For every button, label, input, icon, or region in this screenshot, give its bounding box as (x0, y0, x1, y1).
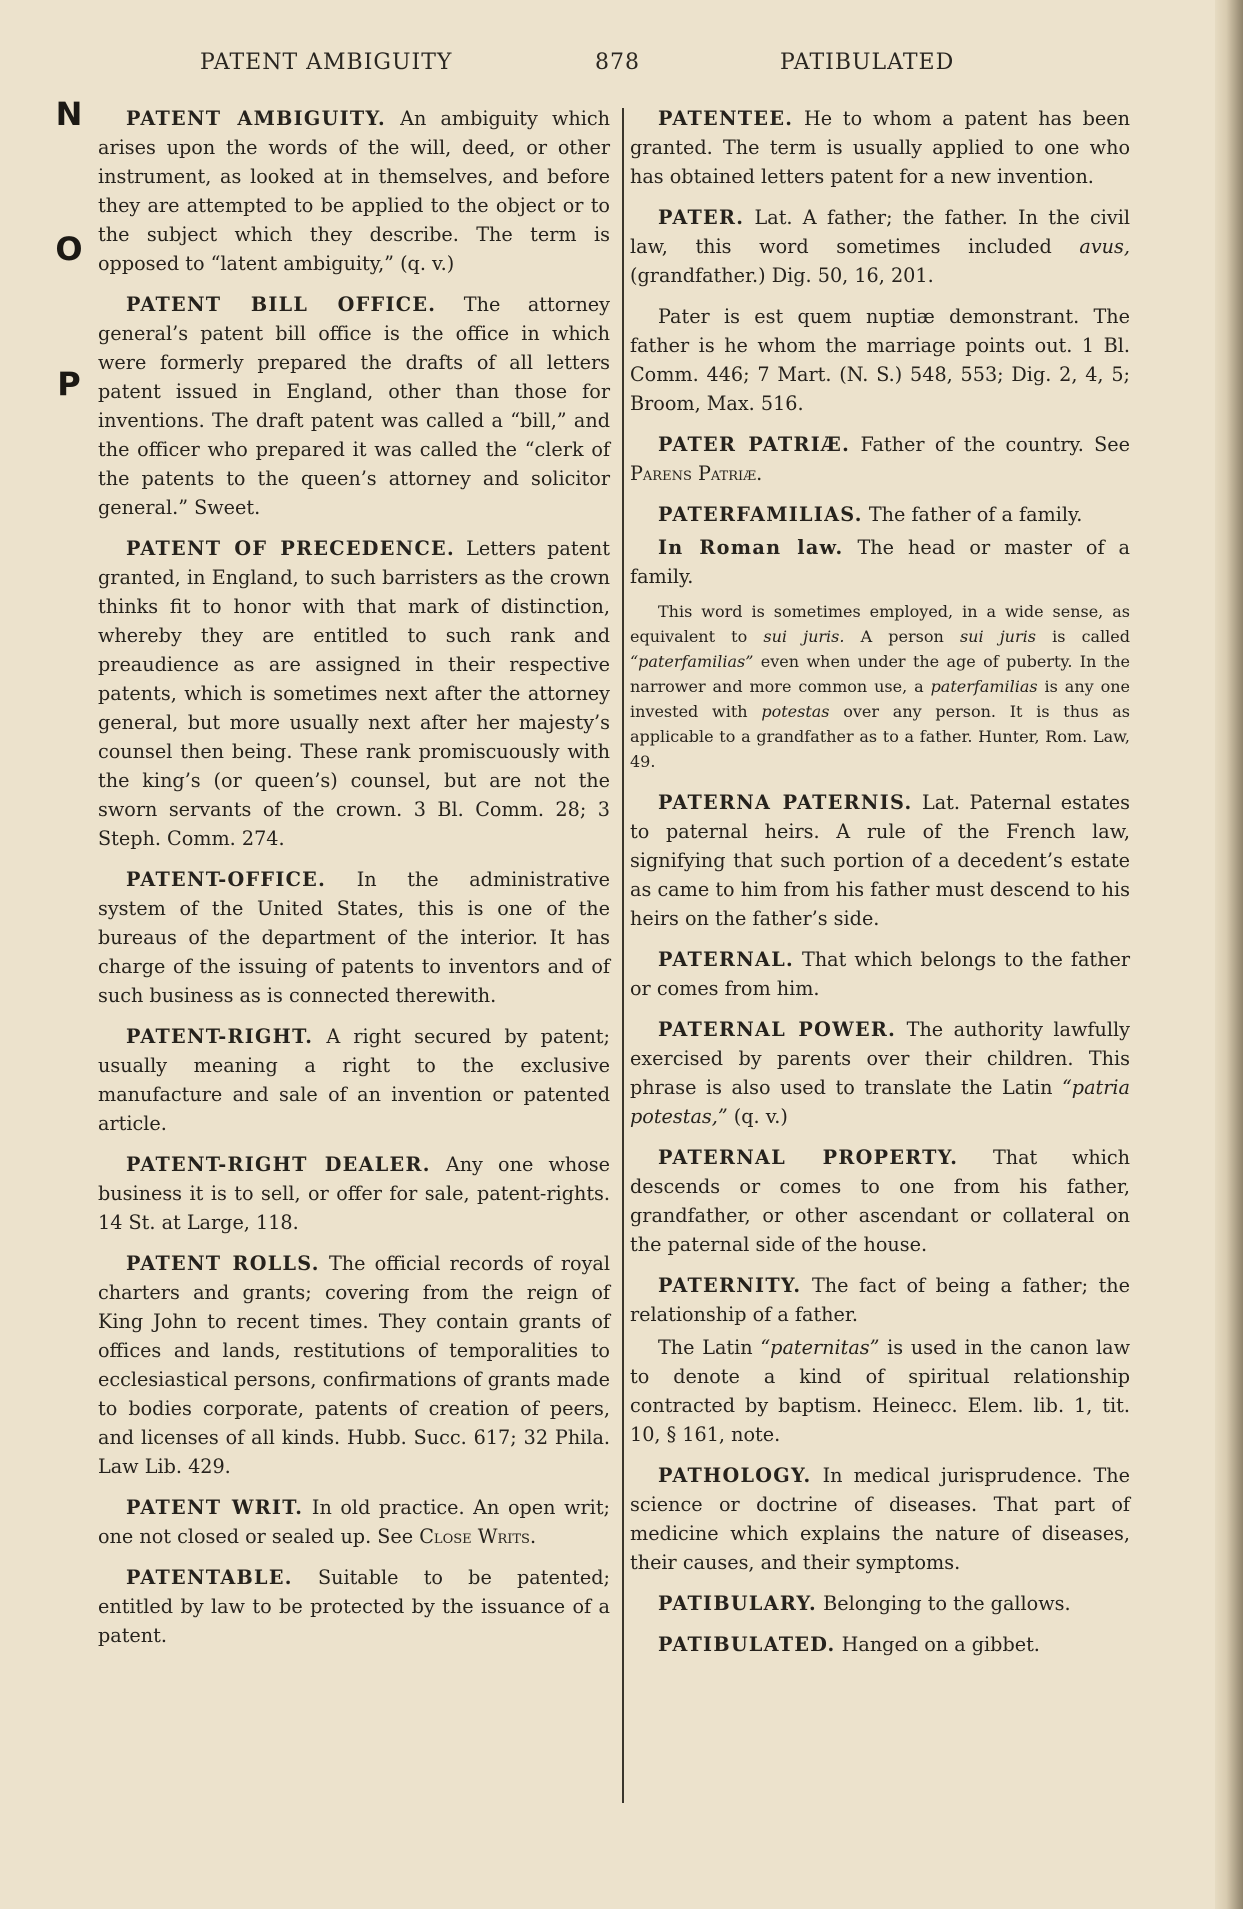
definition: Lat. A father; the father. In the civil law, this word sometimes included (630, 206, 1130, 258)
definition: The father of a family. (868, 503, 1083, 526)
page-number: 878 (595, 50, 640, 75)
definition: Father of the country. See (860, 433, 1130, 456)
subheading: In Roman law. (658, 536, 844, 559)
headword: PATENTABLE. (126, 1566, 293, 1589)
entry-patentable (98, 1563, 610, 1650)
definition: The attorney general’s patent bill office is the office in which were formerly prepared the drafts of all letters patent issued in England, other than those for inventions. The draft patent was called a “bill,” and the officer who prepared it was called the “clerk of the patents to the queen’s attorney and solicitor general.” Sweet. (98, 293, 610, 519)
headword: PATIBULARY. (658, 1592, 818, 1615)
headword: PATERNAL PROPERTY. (658, 1146, 959, 1169)
headword: PATERNAL POWER. (658, 1018, 897, 1041)
page-edge (1215, 0, 1243, 1909)
entry-patentee (630, 104, 1130, 191)
headword: PATERNAL. (658, 948, 795, 971)
definition: (grandfather.) Dig. 50, 16, 201. (630, 264, 934, 287)
definition: In the administrative system of the United States, this is one of the bureaus of the department of the interior. It has charge of the issuing of patents to inventors and of such business as is connected therewith. (98, 868, 610, 1007)
headword: PATIBULATED. (658, 1633, 836, 1656)
headword: PATER PATRIÆ. (658, 433, 851, 456)
headword: PATENTEE. (658, 107, 794, 130)
entry-patent-writ (98, 1493, 610, 1551)
entry-patibulated (630, 1630, 1130, 1659)
definition: A right secured by patent; usually meaning a right to the exclusive manufacture and sale of an invention or patented article. (98, 1025, 610, 1135)
definition: Hanged on a gibbet. (841, 1633, 1040, 1656)
headword: PATENT ROLLS. (126, 1252, 320, 1275)
definition: In medical jurisprudence. The science or doctrine of diseases. That part of medicine which explains the nature of diseases, their causes, and their symptoms. (630, 1464, 1130, 1574)
entry-pathology (630, 1461, 1130, 1577)
headword: PATENT BILL OFFICE. (126, 293, 437, 316)
headword: PATENT OF PRECEDENCE. (126, 537, 455, 560)
entry-paternal-power (630, 1015, 1130, 1131)
definition: An ambiguity which arises upon the words of the will, deed, or other instrument, as looked at in themselves, and before they are attempted to be applied to the object or to the subject which they describe. The term is opposed to “latent ambiguity,” (q. v.) (98, 107, 610, 275)
subentry-paternitas: The Latin “paternitas” is used in the canon law to denote a kind of spiritual relationship contracted by baptism. Heinecc. Elem. lib. 1, tit. 10, § 161, note. (630, 1336, 1130, 1446)
definition: The authority lawfully exercised by parents over their children. This phrase is also used to translate the Latin (630, 1018, 1130, 1099)
thumb-index-letter: P (57, 365, 81, 403)
headword: PATERFAMILIAS. (658, 503, 863, 526)
headword: PATENT-RIGHT. (126, 1025, 314, 1048)
headword: PATENT AMBIGUITY. (126, 107, 386, 130)
headword: PATERNITY. (658, 1274, 802, 1297)
thumb-index-letter: N (55, 95, 83, 133)
latin-term: “patria potestas,” (630, 1076, 1130, 1128)
headword: PATHOLOGY. (658, 1464, 812, 1487)
thumb-index-letter: O (55, 230, 83, 268)
left-column (98, 104, 610, 1662)
headword: PATENT-RIGHT DEALER. (126, 1153, 431, 1176)
definition: (q. v.) (733, 1105, 788, 1128)
definition: That which descends or comes to one from his father, grandfather, or other ascendant or collateral on the paternal side of the house. (630, 1146, 1130, 1256)
column-rule (622, 108, 624, 1803)
definition: The head or master of a family. (630, 536, 1130, 588)
entry-patent-right (98, 1022, 610, 1138)
definition: Lat. Paternal estates to paternal heirs. A rule of the French law, signifying that such portion of a decedent’s estate as came to him from his father must descend to his heirs on the father’s side. (630, 791, 1130, 930)
definition: Suitable to be patented; entitled by law to be protected by the issuance of a patent. (98, 1566, 610, 1647)
maxim-pater-is-est: Pater is est quem nuptiæ demonstrant. The father is he whom the marriage points out. 1 Bl. Comm. 446; 7 Mart. (N. S.) 548, 553; Dig. 2, 4, 5; Broom, Max. 516. (630, 305, 1130, 415)
definition: Any one whose business it is to sell, or offer for sale, patent-rights. 14 St. at Large, 118. (98, 1153, 610, 1234)
entry-pater-patriae (630, 430, 1130, 488)
entry-patent-right-dealer (98, 1150, 610, 1237)
cross-reference: Close Writs. (419, 1525, 537, 1548)
entry-paterfamilias (630, 500, 1130, 529)
entry-patent-of-precedence (98, 534, 610, 853)
definition: Belonging to the gallows. (823, 1592, 1071, 1615)
cross-reference: Parens Patriæ. (630, 462, 763, 485)
running-head-right: PATIBULATED (780, 50, 955, 75)
definition: Letters patent granted, in England, to such barristers as the crown thinks fit to honor with that mark of distinction, whereby they are entitled to such rank and preaudience as are assigned in their respective patents, which is sometimes next after the attorney general, but more usually next after her majesty’s counsel then being. These rank promiscuously with the king’s (or queen’s) counsel, but are not the sworn servants of the crown. 3 Bl. Comm. 28; 3 Steph. Comm. 274. (98, 537, 610, 850)
entry-paternal-property (630, 1143, 1130, 1259)
entry-pater (630, 203, 1130, 290)
definition: In old practice. An open writ; one not closed or sealed up. See (98, 1496, 610, 1548)
definition: The official records of royal charters and grants; covering from the reign of King John to recent times. They contain grants of offices and lands, restitutions of temporalities to ecclesiastical persons, confirmations of grants made to bodies corporate, patents of creation of peers, and licenses of all kinds. Hubb. Succ. 617; 32 Phila. Law Lib. 429. (98, 1252, 610, 1478)
note-paterfamilias: This word is sometimes employed, in a wide sense, as equivalent to sui juris. A person sui juris is called “paterfamilias” even when under the age of puberty. In the narrower and more common use, a paterfamilias is any one invested with potestas over any person. It is thus as applicable to a grandfather as to a father. Hunter, Rom. Law, 49. (630, 602, 1131, 771)
headword: PATERNA PATERNIS. (658, 791, 913, 814)
latin-term: avus, (1079, 235, 1130, 258)
latin-term: “paternitas” (760, 1336, 880, 1359)
entry-paternity (630, 1271, 1130, 1329)
headword: PATENT WRIT. (126, 1496, 304, 1519)
entry-paterna-paternis (630, 788, 1130, 933)
definition: The fact of being a father; the relationship of a father. (630, 1274, 1130, 1326)
entry-paternal (630, 945, 1130, 1003)
entry-patent-bill-office (98, 290, 610, 522)
right-column (630, 104, 1130, 1671)
subentry-roman-law (630, 533, 1130, 591)
entry-patent-office (98, 865, 610, 1010)
entry-patibulary (630, 1589, 1130, 1618)
entry-patent-ambiguity (98, 104, 610, 278)
headword: PATER. (658, 206, 745, 229)
headword: PATENT-OFFICE. (126, 868, 327, 891)
definition: He to whom a patent has been granted. The term is usually applied to one who has obtained letters patent for a new invention. (630, 107, 1130, 188)
definition: That which belongs to the father or comes from him. (630, 948, 1130, 1000)
entry-patent-rolls (98, 1249, 610, 1481)
running-head-left: PATENT AMBIGUITY (200, 50, 453, 75)
